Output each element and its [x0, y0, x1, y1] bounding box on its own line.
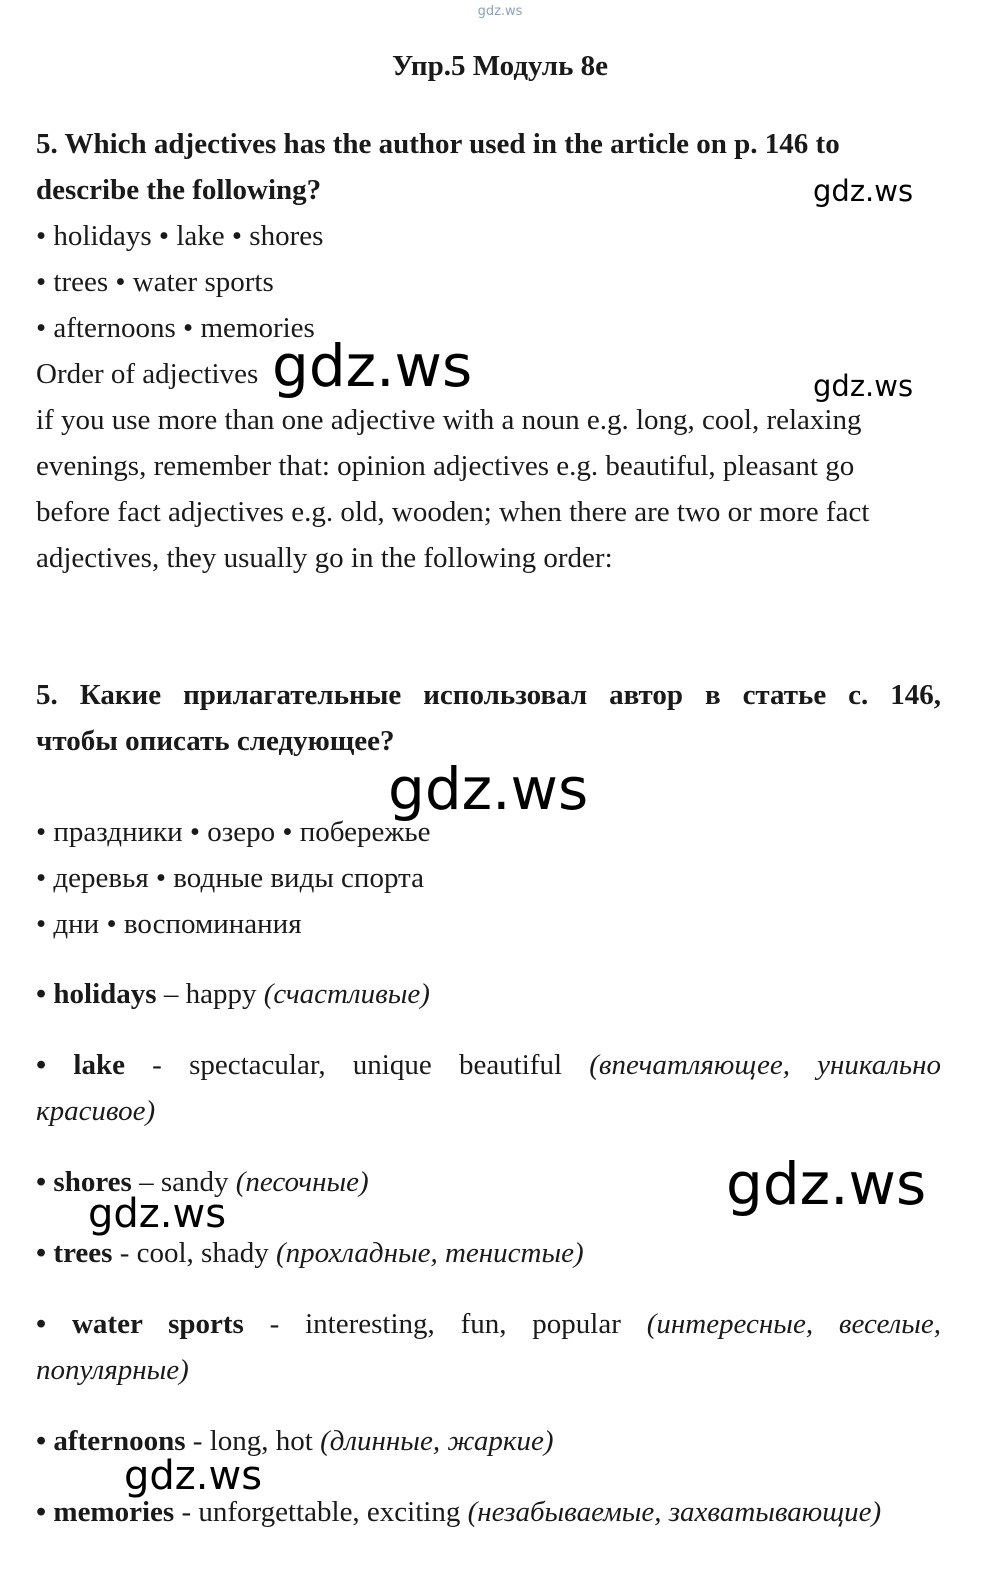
- answer-term: afternoons: [53, 1425, 186, 1457]
- english-bullet-line-1: • holidays • lake • shores: [36, 220, 324, 252]
- watermark: gdz.ws: [726, 1150, 927, 1218]
- answer-words: spectacular, unique beautiful: [189, 1049, 563, 1081]
- english-bullet-line-3: • afternoons • memories: [36, 312, 315, 344]
- page-title: Упр.5 Модуль 8е: [391, 50, 609, 82]
- answer-words: happy: [185, 978, 257, 1010]
- answer-bullet: •: [36, 1166, 47, 1198]
- watermark: gdz.ws: [813, 174, 914, 208]
- answer-bullet: •: [36, 1049, 47, 1081]
- answer-translation: (песочные): [235, 1166, 369, 1198]
- answer-separator: -: [174, 1496, 199, 1528]
- watermark: gdz.ws: [88, 1191, 227, 1237]
- answer-words: interesting, fun, popular: [305, 1308, 621, 1340]
- answer-term: water sports: [71, 1308, 244, 1340]
- answer-term: lake: [73, 1049, 125, 1081]
- answer-term: holidays: [53, 978, 157, 1010]
- watermark: gdz.ws: [813, 369, 914, 403]
- rule-line-4: adjectives, they usually go in the following order:: [36, 542, 613, 574]
- answer-term: trees: [53, 1237, 113, 1269]
- rule-line-3: before fact adjectives e.g. old, wooden; when there are two or more fact: [36, 496, 870, 528]
- answer-holidays: [36, 971, 941, 1017]
- answer-translation: (прохладные, тенистые): [275, 1237, 584, 1269]
- answer-translation-line-1: (интересные, веселые,: [646, 1308, 941, 1340]
- russian-question-line-1: 5. Какие прилагательные использовал автор в статье с. 146,: [36, 679, 941, 711]
- answer-lake: [36, 1042, 941, 1088]
- answer-bullet: •: [36, 1496, 47, 1528]
- answer-bullet: •: [36, 978, 47, 1010]
- watermark: gdz.ws: [272, 332, 473, 400]
- answer-bullet: •: [36, 1237, 47, 1269]
- watermark: gdz.ws: [124, 1453, 263, 1499]
- answer-translation-line-1: (впечатляющее, уникально: [589, 1049, 941, 1081]
- answer-words: cool, shady: [136, 1237, 269, 1269]
- answer-term: memories: [53, 1496, 175, 1528]
- answer-translation: (счастливые): [263, 978, 430, 1010]
- russian-bullet-line-2: • деревья • водные виды спорта: [36, 862, 424, 894]
- english-question-line-1: 5. Which adjectives has the author used in the article on p. 146 to: [36, 128, 840, 160]
- answer-water-sports-translation-line-2: популярные): [36, 1354, 189, 1386]
- answer-term: shores: [53, 1166, 132, 1198]
- english-bullet-line-2: • trees • water sports: [36, 266, 274, 298]
- russian-question-line-2: чтобы описать следующее?: [36, 725, 395, 757]
- answer-lake-translation-line-2: красивое): [36, 1095, 156, 1127]
- rule-line-1: if you use more than one adjective with a noun e.g. long, cool, relaxing: [36, 404, 862, 436]
- answer-words: sandy: [160, 1166, 229, 1198]
- watermark: gdz.ws: [388, 755, 589, 823]
- english-question-line-2: describe the following?: [36, 174, 322, 206]
- answer-separator: -: [112, 1237, 137, 1269]
- answer-separator: –: [156, 978, 186, 1010]
- answer-separator: -: [243, 1308, 306, 1340]
- answer-translation: (длинные, жаркие): [320, 1425, 554, 1457]
- answer-water-sports: [36, 1301, 941, 1347]
- answer-separator: -: [124, 1049, 190, 1081]
- answer-bullet: •: [36, 1425, 47, 1457]
- answer-separator: –: [131, 1166, 161, 1198]
- answer-words: unforgettable, exciting: [198, 1496, 461, 1528]
- russian-bullet-line-1: • праздники • озеро • побережье: [36, 816, 431, 848]
- top-watermark: gdz.ws: [477, 4, 523, 19]
- answer-separator: -: [185, 1425, 210, 1457]
- order-heading: Order of adjectives: [36, 358, 259, 390]
- answer-words: long, hot: [209, 1425, 313, 1457]
- rule-line-2: evenings, remember that: opinion adjectives e.g. beautiful, pleasant go: [36, 450, 855, 482]
- answer-translation: (незабываемые, захватывающие): [467, 1496, 882, 1528]
- answer-bullet: •: [36, 1308, 47, 1340]
- russian-bullet-line-3: • дни • воспоминания: [36, 908, 302, 940]
